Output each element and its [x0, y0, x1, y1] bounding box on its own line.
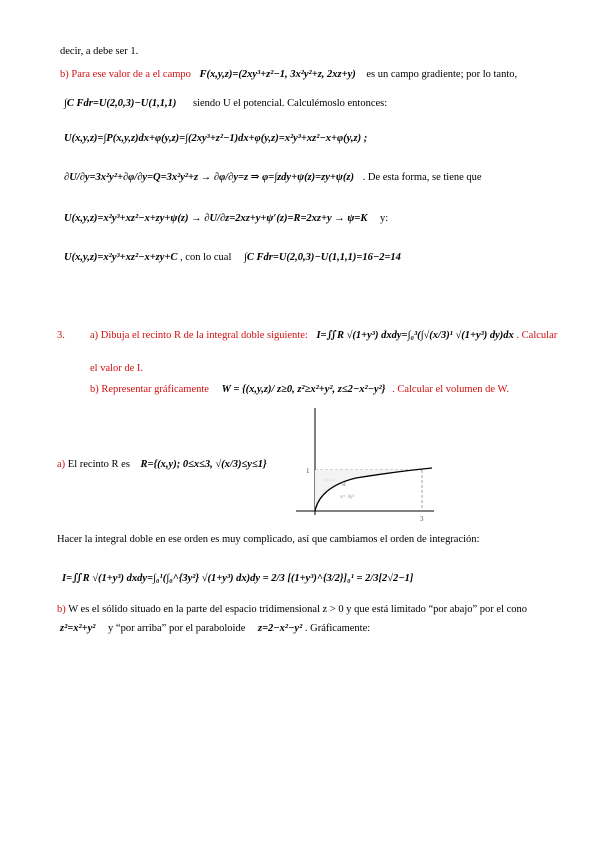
solution-b-line-2	[60, 622, 370, 636]
problem-number: 3.	[57, 330, 65, 341]
potential-text: siendo U el potencial. Calculémoslo entonces:	[192, 98, 388, 109]
text-line-3	[64, 97, 387, 111]
double-integral-equation: I=∬R √(1+y³) dxdy=∫₀³(∫√(x/3)¹ √(1+y³) dy)dx	[316, 330, 514, 341]
text-line-1: decir, a debe ser 1.	[60, 46, 139, 57]
solution-b-line	[57, 603, 527, 617]
graficamente-text: . Gráficamente:	[304, 623, 371, 634]
problem-3b-text: b) Representar gráficamente	[90, 384, 209, 395]
problem-3a-line-2: el valor de I.	[90, 363, 144, 374]
problem-3a-line	[90, 329, 557, 343]
solution-a-line	[57, 458, 267, 472]
paraboloid-equation: z=2−x²−y²	[257, 623, 303, 634]
solid-description-text: W es el sólido situado en la parte del espacio tridimensional z > 0 y que está limitado “por abajo” por el cono	[68, 604, 528, 615]
text-line-4	[64, 132, 367, 146]
form-text: . De esta forma, se tiene que	[362, 172, 482, 183]
intro-text: Para ese valor de a el campo	[71, 69, 191, 80]
line-integral-equation: ∫C Fdr=U(2,0,3)−U(1,1,1)	[64, 98, 177, 109]
curve-label: x= 3y²	[340, 494, 355, 500]
potential-final-equation: U(x,y,z)=x²y³+xz²−x+zy+C	[64, 252, 178, 263]
problem-3b-line	[90, 383, 509, 397]
solid-w-equation: W = {(x,y,z)/ z≥0, z²≥x²+y², z≤2−x²−y²}	[221, 384, 386, 395]
region-label: R	[342, 482, 347, 488]
final-integral-line	[62, 572, 413, 586]
arriba-text: y “por arriba” por el paraboloide	[108, 623, 246, 634]
gradient-text: es un campo gradiente; por lo tanto,	[366, 69, 518, 80]
partial-y-equation: ∂U/∂y=3x²y²+∂φ/∂y=Q=3x²y²+z → ∂φ/∂y=z ⇒ φ=∫zdy+ψ(z)=zy+ψ(z)	[64, 172, 354, 183]
region-equation: R={(x,y); 0≤x≤3, √(x/3)≤y≤1}	[140, 459, 267, 470]
potential-equation: U(x,y,z)=∫P(x,y,z)dx+φ(y,z)=∫(2xy³+z²−1)dx+φ(y,z)=x²y³+xz²−x+φ(y,z) ;	[64, 133, 368, 144]
text-line-2	[60, 68, 517, 82]
cone-equation: z²=x²+y²	[60, 623, 96, 634]
y-text: y:	[380, 213, 389, 224]
text-line-7	[64, 251, 401, 265]
solution-b-label: b)	[57, 604, 66, 615]
text-line-5	[64, 171, 482, 185]
change-order-text: Hacer la integral doble en ese orden es muy complicado, así que cambiamos el orden de integración:	[57, 534, 480, 545]
region-graph	[296, 408, 436, 523]
y-tick-label: 1	[306, 467, 310, 475]
partial-z-equation: U(x,y,z)=x²y³+xz²−x+zy+ψ(z) → ∂U/∂z=2xz+y+ψ′(z)=R=2xz+y → ψ=K	[64, 213, 368, 224]
final-integral-equation: I=∬R √(1+y³) dxdy=∫₀¹(∫₀^{3y²} √(1+y³) dx)dy = 2/3 [(1+y³)^{3/2}]₀¹ = 2/3[2√2−1]	[62, 573, 414, 584]
text-line-6	[64, 212, 388, 226]
problem-3a-text: a) Dibuja el recinto R de la integral doble siguiente:	[90, 330, 308, 341]
volume-text: . Calcular el volumen de W.	[392, 384, 510, 395]
conclusion-text: , con lo cual	[180, 252, 232, 263]
field-equation: F(x,y,z)=(2xy³+z²−1, 3x²y²+z, 2xz+y)	[199, 69, 356, 80]
calcular-text: . Calcular	[516, 330, 558, 341]
solution-a-label: a)	[57, 459, 66, 470]
result-equation: ∫C Fdr=U(2,0,3)−U(1,1,1)=16−2=14	[244, 252, 401, 263]
item-label-b: b)	[60, 69, 69, 80]
recinto-text: El recinto R es	[67, 459, 130, 470]
x-tick-label: 3	[420, 515, 424, 523]
